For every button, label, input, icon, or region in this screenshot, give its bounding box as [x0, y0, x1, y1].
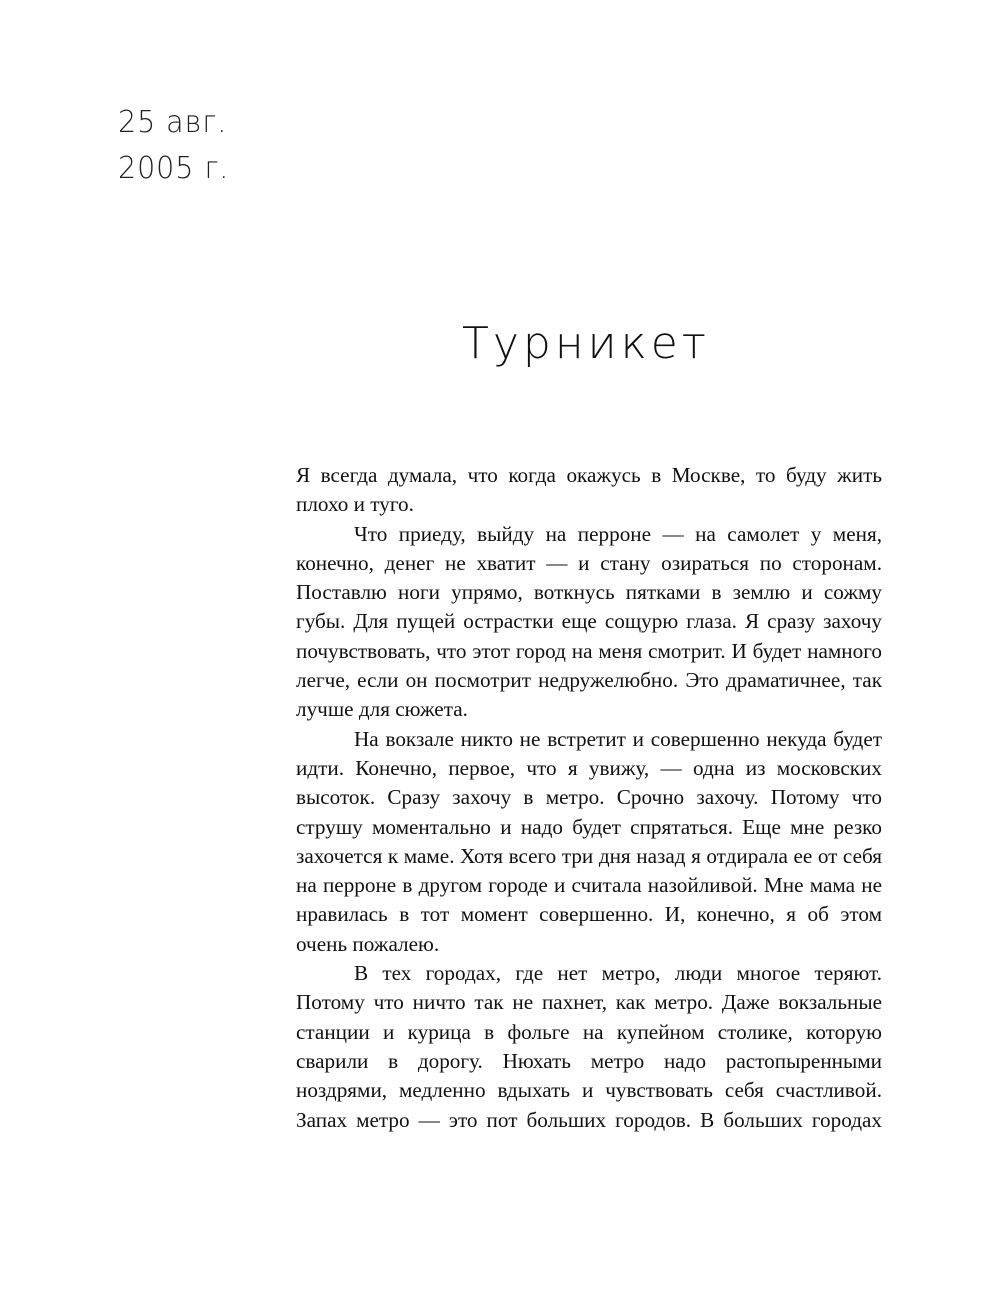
paragraph-3: На вокзале никто не встретит и совершенно некуда будет идти. Конечно, первое, что я увижу, — одна из московских высоток. Сразу захочу в метро. Срочно захочу. Потому что струшу моментально и надо будет спрятаться. Еще мне резко захочется к маме. Хотя всего три дня назад я отдирала ее от себя на перроне в другом городе и считала назойливой. Мне мама не нравилась в тот момент совершенно. И, конечно, я об этом очень пожалею. — [296, 726, 882, 956]
chapter-title: Турникет — [462, 318, 710, 369]
paragraph-1: Я всегда думала, что когда окажусь в Москве, то буду жить плохо и туго. — [296, 463, 882, 517]
date-year: 2005 г. — [118, 151, 230, 186]
paragraph-2: Что приеду, выйду на перроне — на самолет у меня, конечно, денег не хватит — и стану озираться по сторонам. Поставлю ноги упрямо, воткнусь пятками в землю и сожму губы. Для пущей острастки еще сощурю глаза. Я сразу захочу почувствовать, что этот город на меня смотрит. И будет намного легче, если он посмотрит недружелюбно. Это драматичнее, так лучше для сюжета. — [296, 521, 882, 722]
chapter-body — [296, 461, 882, 1135]
date-day-month: 25 авг. — [118, 105, 228, 140]
handwritten-date — [118, 100, 229, 192]
paragraph-4: В тех городах, где нет метро, люди многое теряют. Потому что ничто так не пахнет, как метро. Даже вокзальные станции и курица в фольге на купейном столике, которую сварили в дорогу. Нюхать метро надо растопыренными ноздрями, медленно вдыхать и чувствовать себя счастливой. Запах метро — это пот больших городов. В больших городах — [296, 961, 882, 1132]
